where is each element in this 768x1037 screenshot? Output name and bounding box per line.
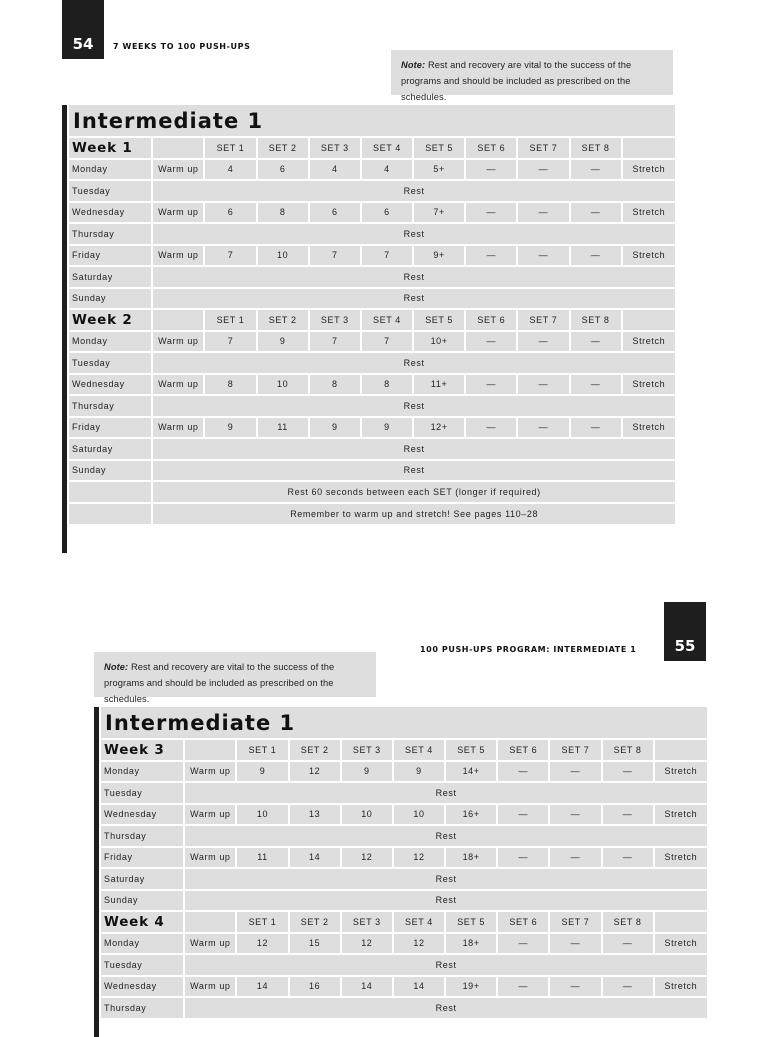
set-value: 14+ xyxy=(446,762,496,782)
week-label: Week 2 xyxy=(69,310,151,330)
set-value: 8 xyxy=(258,203,308,223)
day-row xyxy=(69,203,675,223)
set-value: 11 xyxy=(237,848,287,868)
set-value: 10+ xyxy=(414,332,464,352)
day-label: Saturday xyxy=(69,267,151,287)
warmup-cell: Warm up xyxy=(185,934,235,954)
footer-text: Remember to warm up and stretch! See pages 110–28 xyxy=(153,504,675,524)
warmup-cell: Warm up xyxy=(153,160,203,180)
set-value: 10 xyxy=(258,246,308,266)
day-label: Wednesday xyxy=(69,375,151,395)
set-value: 18+ xyxy=(446,934,496,954)
set-value: — xyxy=(518,160,568,180)
set-value: 8 xyxy=(205,375,255,395)
set-value: — xyxy=(466,246,516,266)
set-value: — xyxy=(571,375,621,395)
set-header: SET 8 xyxy=(603,740,653,760)
day-label: Sunday xyxy=(69,289,151,309)
day-label: Wednesday xyxy=(69,203,151,223)
set-value: 12 xyxy=(394,934,444,954)
week-label: Week 1 xyxy=(69,138,151,158)
day-row xyxy=(69,181,675,201)
set-value: 12 xyxy=(237,934,287,954)
set-value: 7 xyxy=(362,332,412,352)
running-head: 100 PUSH-UPS PROGRAM: INTERMEDIATE 1 xyxy=(420,645,637,654)
day-row xyxy=(69,289,675,309)
set-header: SET 7 xyxy=(518,138,568,158)
set-value: — xyxy=(571,332,621,352)
set-value: — xyxy=(550,934,600,954)
day-label: Thursday xyxy=(101,826,183,846)
day-label: Monday xyxy=(69,332,151,352)
set-value: — xyxy=(571,160,621,180)
stretch-cell: Stretch xyxy=(655,805,707,825)
stretch-cell: Stretch xyxy=(655,762,707,782)
set-value: 9 xyxy=(342,762,392,782)
set-value: — xyxy=(498,805,548,825)
day-label: Tuesday xyxy=(101,955,183,975)
set-value: — xyxy=(498,934,548,954)
set-header: SET 5 xyxy=(414,310,464,330)
stretch-cell: Stretch xyxy=(623,246,675,266)
day-label: Friday xyxy=(69,246,151,266)
rest-cell: Rest xyxy=(185,891,707,911)
schedule-table xyxy=(67,103,677,526)
running-head: 7 WEEKS TO 100 PUSH-UPS xyxy=(113,42,251,51)
rest-cell: Rest xyxy=(153,267,675,287)
header-blank-cell xyxy=(153,138,203,158)
schedule-block xyxy=(62,105,675,553)
set-value: — xyxy=(498,762,548,782)
warmup-cell: Warm up xyxy=(185,977,235,997)
set-value: 9 xyxy=(362,418,412,438)
set-value: 9 xyxy=(237,762,287,782)
note-box xyxy=(391,50,673,102)
page-number: 55 xyxy=(674,637,696,655)
rest-cell: Rest xyxy=(185,783,707,803)
stretch-cell: Stretch xyxy=(623,332,675,352)
set-value: 12 xyxy=(290,762,340,782)
set-value: 12 xyxy=(394,848,444,868)
set-value: — xyxy=(603,977,653,997)
set-value: — xyxy=(466,418,516,438)
day-row xyxy=(69,267,675,287)
set-value: 4 xyxy=(362,160,412,180)
rest-cell: Rest xyxy=(153,181,675,201)
stretch-cell: Stretch xyxy=(623,375,675,395)
week-header-row xyxy=(101,740,707,760)
day-row xyxy=(101,826,707,846)
set-header: SET 2 xyxy=(258,138,308,158)
table-title: Intermediate 1 xyxy=(69,105,675,136)
day-row xyxy=(101,955,707,975)
footer-text: Rest 60 seconds between each SET (longer if required) xyxy=(153,482,675,502)
page-number-box xyxy=(62,0,104,59)
set-value: 14 xyxy=(394,977,444,997)
set-value: — xyxy=(518,246,568,266)
set-header: SET 8 xyxy=(571,310,621,330)
set-header: SET 5 xyxy=(446,740,496,760)
rest-cell: Rest xyxy=(153,461,675,481)
header-blank-cell xyxy=(623,138,675,158)
day-row xyxy=(101,805,707,825)
header-blank-cell xyxy=(655,912,707,932)
set-value: — xyxy=(571,203,621,223)
set-value: 13 xyxy=(290,805,340,825)
day-label: Saturday xyxy=(69,439,151,459)
set-header: SET 2 xyxy=(290,740,340,760)
week-label: Week 4 xyxy=(101,912,183,932)
set-value: 6 xyxy=(310,203,360,223)
set-value: 16 xyxy=(290,977,340,997)
set-header: SET 6 xyxy=(466,310,516,330)
warmup-cell: Warm up xyxy=(153,246,203,266)
set-value: — xyxy=(466,160,516,180)
warmup-cell: Warm up xyxy=(153,332,203,352)
set-value: 11+ xyxy=(414,375,464,395)
set-header: SET 6 xyxy=(498,740,548,760)
day-label: Sunday xyxy=(101,891,183,911)
header-blank-cell xyxy=(623,310,675,330)
page-number-box xyxy=(664,602,706,661)
set-value: — xyxy=(466,375,516,395)
footer-blank-cell xyxy=(69,504,151,524)
day-row xyxy=(69,461,675,481)
day-label: Wednesday xyxy=(101,977,183,997)
set-header: SET 1 xyxy=(205,138,255,158)
set-value: — xyxy=(466,203,516,223)
stretch-cell: Stretch xyxy=(623,418,675,438)
header-blank-cell xyxy=(185,912,235,932)
set-value: — xyxy=(603,934,653,954)
set-header: SET 3 xyxy=(310,138,360,158)
set-header: SET 2 xyxy=(290,912,340,932)
set-value: 8 xyxy=(310,375,360,395)
stretch-cell: Stretch xyxy=(623,203,675,223)
set-value: 6 xyxy=(362,203,412,223)
set-header: SET 3 xyxy=(310,310,360,330)
set-value: 4 xyxy=(205,160,255,180)
set-value: 9 xyxy=(394,762,444,782)
header-blank-cell xyxy=(655,740,707,760)
warmup-cell: Warm up xyxy=(153,418,203,438)
day-label: Thursday xyxy=(101,998,183,1018)
set-header: SET 7 xyxy=(550,912,600,932)
title-row xyxy=(101,707,707,738)
rest-cell: Rest xyxy=(153,289,675,309)
set-header: SET 4 xyxy=(362,138,412,158)
set-header: SET 1 xyxy=(237,740,287,760)
stretch-cell: Stretch xyxy=(655,934,707,954)
set-value: 9 xyxy=(258,332,308,352)
set-value: — xyxy=(518,203,568,223)
set-header: SET 3 xyxy=(342,912,392,932)
set-header: SET 8 xyxy=(571,138,621,158)
day-label: Tuesday xyxy=(101,783,183,803)
schedule-block xyxy=(94,707,707,1037)
set-value: — xyxy=(571,418,621,438)
set-value: 10 xyxy=(258,375,308,395)
stretch-cell: Stretch xyxy=(655,977,707,997)
day-label: Thursday xyxy=(69,396,151,416)
day-row xyxy=(69,396,675,416)
day-row xyxy=(101,934,707,954)
set-value: 9+ xyxy=(414,246,464,266)
set-value: 7+ xyxy=(414,203,464,223)
set-value: — xyxy=(498,848,548,868)
day-row xyxy=(69,439,675,459)
warmup-cell: Warm up xyxy=(185,848,235,868)
day-label: Friday xyxy=(69,418,151,438)
note-text: Rest and recovery are vital to the success of the programs and should be included as prescribed on the schedules. xyxy=(401,60,632,102)
set-header: SET 6 xyxy=(498,912,548,932)
note-text: Rest and recovery are vital to the success of the programs and should be included as prescribed on the schedules. xyxy=(104,662,335,704)
set-header: SET 3 xyxy=(342,740,392,760)
set-value: — xyxy=(550,977,600,997)
set-value: 18+ xyxy=(446,848,496,868)
set-value: 12 xyxy=(342,848,392,868)
page-number: 54 xyxy=(72,35,94,53)
set-value: 12+ xyxy=(414,418,464,438)
day-label: Thursday xyxy=(69,224,151,244)
set-value: 4 xyxy=(310,160,360,180)
rest-cell: Rest xyxy=(185,998,707,1018)
set-value: 16+ xyxy=(446,805,496,825)
set-header: SET 4 xyxy=(362,310,412,330)
set-header: SET 5 xyxy=(446,912,496,932)
set-value: 7 xyxy=(205,332,255,352)
set-value: 6 xyxy=(205,203,255,223)
set-header: SET 4 xyxy=(394,740,444,760)
set-value: 8 xyxy=(362,375,412,395)
day-row xyxy=(69,224,675,244)
day-label: Tuesday xyxy=(69,353,151,373)
footer-row xyxy=(69,482,675,502)
day-label: Monday xyxy=(69,160,151,180)
warmup-cell: Warm up xyxy=(185,762,235,782)
rest-cell: Rest xyxy=(153,353,675,373)
day-row xyxy=(69,160,675,180)
set-value: — xyxy=(603,805,653,825)
set-value: 15 xyxy=(290,934,340,954)
set-header: SET 1 xyxy=(205,310,255,330)
header-blank-cell xyxy=(185,740,235,760)
set-value: 7 xyxy=(362,246,412,266)
set-header: SET 4 xyxy=(394,912,444,932)
set-value: 6 xyxy=(258,160,308,180)
set-value: — xyxy=(518,332,568,352)
set-value: 14 xyxy=(290,848,340,868)
rest-cell: Rest xyxy=(185,955,707,975)
rest-cell: Rest xyxy=(185,869,707,889)
set-value: 10 xyxy=(342,805,392,825)
day-row xyxy=(69,246,675,266)
set-value: 14 xyxy=(342,977,392,997)
day-row xyxy=(101,977,707,997)
stretch-cell: Stretch xyxy=(655,848,707,868)
set-value: 9 xyxy=(310,418,360,438)
set-header: SET 5 xyxy=(414,138,464,158)
note-label: Note: xyxy=(401,60,426,70)
day-row xyxy=(69,418,675,438)
rest-cell: Rest xyxy=(185,826,707,846)
set-value: 10 xyxy=(237,805,287,825)
footer-row xyxy=(69,504,675,524)
day-row xyxy=(101,783,707,803)
set-value: 19+ xyxy=(446,977,496,997)
set-value: — xyxy=(518,418,568,438)
set-header: SET 7 xyxy=(550,740,600,760)
header-blank-cell xyxy=(153,310,203,330)
week-label: Week 3 xyxy=(101,740,183,760)
day-label: Sunday xyxy=(69,461,151,481)
day-label: Saturday xyxy=(101,869,183,889)
schedule-table xyxy=(99,705,709,1020)
warmup-cell: Warm up xyxy=(153,203,203,223)
set-value: 14 xyxy=(237,977,287,997)
set-value: — xyxy=(498,977,548,997)
warmup-cell: Warm up xyxy=(153,375,203,395)
set-value: — xyxy=(518,375,568,395)
note-box xyxy=(94,652,376,704)
day-row xyxy=(101,891,707,911)
day-label: Tuesday xyxy=(69,181,151,201)
set-header: SET 6 xyxy=(466,138,516,158)
warmup-cell: Warm up xyxy=(185,805,235,825)
set-header: SET 1 xyxy=(237,912,287,932)
rest-cell: Rest xyxy=(153,224,675,244)
set-value: — xyxy=(603,762,653,782)
set-header: SET 7 xyxy=(518,310,568,330)
week-header-row xyxy=(101,912,707,932)
set-header: SET 2 xyxy=(258,310,308,330)
stretch-cell: Stretch xyxy=(623,160,675,180)
rest-cell: Rest xyxy=(153,396,675,416)
set-header: SET 8 xyxy=(603,912,653,932)
set-value: — xyxy=(550,762,600,782)
set-value: — xyxy=(550,848,600,868)
set-value: 12 xyxy=(342,934,392,954)
set-value: — xyxy=(603,848,653,868)
day-row xyxy=(101,848,707,868)
set-value: — xyxy=(466,332,516,352)
day-label: Monday xyxy=(101,762,183,782)
day-label: Friday xyxy=(101,848,183,868)
day-row xyxy=(69,375,675,395)
title-row xyxy=(69,105,675,136)
set-value: 11 xyxy=(258,418,308,438)
day-row xyxy=(69,353,675,373)
set-value: 5+ xyxy=(414,160,464,180)
set-value: — xyxy=(571,246,621,266)
day-label: Monday xyxy=(101,934,183,954)
set-value: 7 xyxy=(205,246,255,266)
footer-blank-cell xyxy=(69,482,151,502)
table-title: Intermediate 1 xyxy=(101,707,707,738)
set-value: 7 xyxy=(310,332,360,352)
week-header-row xyxy=(69,310,675,330)
week-header-row xyxy=(69,138,675,158)
set-value: 10 xyxy=(394,805,444,825)
rest-cell: Rest xyxy=(153,439,675,459)
day-row xyxy=(69,332,675,352)
day-label: Wednesday xyxy=(101,805,183,825)
day-row xyxy=(101,762,707,782)
day-row xyxy=(101,869,707,889)
note-label: Note: xyxy=(104,662,129,672)
day-row xyxy=(101,998,707,1018)
set-value: 7 xyxy=(310,246,360,266)
set-value: — xyxy=(550,805,600,825)
set-value: 9 xyxy=(205,418,255,438)
